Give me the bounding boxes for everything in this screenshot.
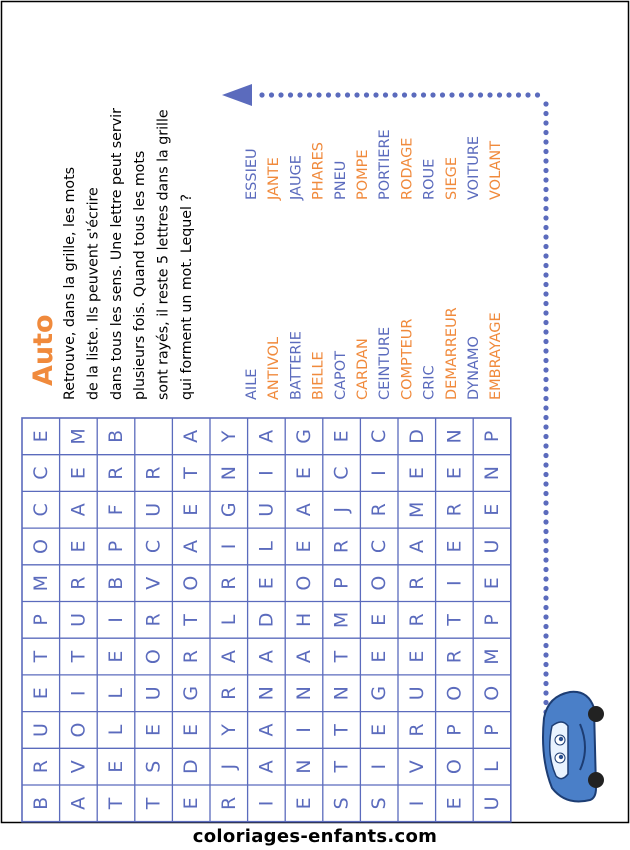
arrow-dot xyxy=(402,92,407,97)
arrow-dot xyxy=(543,320,548,325)
grid-letter: R xyxy=(368,503,391,517)
arrow-dot xyxy=(543,700,548,705)
page-title: Auto xyxy=(28,314,59,386)
grid-letter: R xyxy=(217,576,240,590)
grid-letter: P xyxy=(443,724,466,736)
grid-letter: U xyxy=(142,502,165,517)
grid-letter: T xyxy=(330,724,353,736)
grid-letter: I xyxy=(368,470,391,476)
grid-letter: I xyxy=(67,690,90,697)
arrow-dot xyxy=(535,92,540,97)
arrow-dot xyxy=(543,415,548,420)
instruction-line: plusieurs fois. Quand tous les mots xyxy=(132,150,149,400)
grid-letter: N xyxy=(330,686,353,701)
arrow-dot xyxy=(543,101,548,106)
arrow-dot xyxy=(259,92,264,97)
arrow-dot xyxy=(354,92,359,97)
grid-letter: O xyxy=(481,685,503,701)
arrow-dot xyxy=(421,92,426,97)
arrow-dot xyxy=(364,92,369,97)
grid-letter: B xyxy=(105,429,127,443)
grid-letter: S xyxy=(330,797,353,810)
arrow-dot xyxy=(392,92,397,97)
grid-letter: A xyxy=(67,796,90,810)
grid-letter: P xyxy=(330,577,353,589)
arrow-dot xyxy=(543,424,548,429)
arrow-dot xyxy=(543,396,548,401)
grid-letter: I xyxy=(217,543,240,550)
grid-letter: S xyxy=(142,760,165,773)
grid-letter: G xyxy=(368,685,391,701)
grid-letter: B xyxy=(29,796,52,810)
grid-letter: R xyxy=(443,649,466,664)
arrow-dot xyxy=(543,624,548,629)
grid-letter: J xyxy=(330,506,353,513)
grid-letter: R xyxy=(67,576,90,590)
grid-letter: T xyxy=(142,797,165,810)
arrow-dot xyxy=(297,92,302,97)
grid-letter: U xyxy=(67,612,90,627)
arrow-dot xyxy=(543,548,548,553)
grid-letter: Y xyxy=(217,430,240,443)
grid-letter: I xyxy=(255,470,278,476)
grid-letter: P xyxy=(481,430,503,443)
grid-letter: T xyxy=(443,614,466,626)
grid-letter: P xyxy=(29,614,52,626)
arrow-dot xyxy=(383,92,388,97)
instruction-line: Retrouve, dans la grille, les mots xyxy=(62,166,78,400)
grid-letter: O xyxy=(142,649,165,665)
grid-letter: E xyxy=(293,467,315,480)
arrow-dot xyxy=(543,282,548,287)
arrow-dot xyxy=(543,367,548,372)
title-block xyxy=(28,314,59,386)
arrow-dot xyxy=(459,92,464,97)
grid-letter: I xyxy=(443,580,466,587)
car-illustration xyxy=(543,692,604,802)
grid-letter: U xyxy=(481,796,503,811)
arrow-dot xyxy=(487,92,492,97)
grid-letter: Y xyxy=(217,724,240,736)
grid-letter: T xyxy=(180,467,203,479)
word-list-item: CARDAN xyxy=(355,338,371,400)
arrow-dot xyxy=(543,111,548,116)
grid-letter: L xyxy=(105,688,127,699)
word-list-item: ANTIVOL xyxy=(266,336,283,400)
grid-letter: C xyxy=(368,429,391,444)
arrow-dot xyxy=(543,462,548,467)
grid-letter: E xyxy=(443,797,466,810)
grid-letter: L xyxy=(217,614,240,626)
grid-letter: C xyxy=(330,466,353,480)
grid-letter: E xyxy=(405,650,428,663)
grid-letter: J xyxy=(217,763,240,770)
grid-letter: T xyxy=(67,650,90,663)
instructions xyxy=(62,108,195,400)
grid-letter: E xyxy=(293,540,315,553)
arrow-dot xyxy=(543,244,548,249)
arrow-dot xyxy=(543,139,548,144)
word-list-item: EMBRAYAGE xyxy=(488,312,505,400)
arrow-dot xyxy=(543,215,548,220)
arrow-dot xyxy=(543,225,548,230)
grid-letter: D xyxy=(180,759,203,775)
word-list-item: JAUGE xyxy=(288,155,305,200)
word-list-item: DYNAMO xyxy=(466,336,482,400)
arrow-dot xyxy=(543,168,548,173)
word-list-item: CRIC xyxy=(421,365,438,400)
grid-letter: O xyxy=(443,759,466,775)
arrow-dot xyxy=(543,377,548,382)
grid-letter: N xyxy=(481,465,503,481)
grid-letter: U xyxy=(481,539,503,554)
grid-letter: G xyxy=(293,429,315,444)
grid-letter: E xyxy=(67,540,90,553)
arrow-dot xyxy=(278,92,283,97)
grid-letter: I xyxy=(368,763,391,770)
arrow-dot xyxy=(543,614,548,619)
arrow-dot xyxy=(543,529,548,534)
arrow-dot xyxy=(543,263,548,268)
grid-letter: N xyxy=(217,465,240,481)
arrow-dot xyxy=(543,652,548,657)
grid-letter: E xyxy=(443,467,466,480)
word-list-item: PNEU xyxy=(332,160,349,200)
arrow-dot xyxy=(411,92,416,97)
arrow-dot xyxy=(543,301,548,306)
arrow-dot xyxy=(543,681,548,686)
letter-grid xyxy=(22,418,511,822)
arrow-dot xyxy=(543,339,548,344)
grid-letter: M xyxy=(330,611,353,629)
arrow-dot xyxy=(543,177,548,182)
arrow-dot xyxy=(543,206,548,211)
word-list xyxy=(244,129,504,400)
grid-letter: E xyxy=(105,650,127,663)
word-list-item: PHARES xyxy=(310,141,327,200)
arrow-dot xyxy=(335,92,340,97)
grid-letter: L xyxy=(105,724,127,736)
grid-letter: O xyxy=(29,539,52,554)
grid-letter: E xyxy=(180,797,203,810)
grid-letter: E xyxy=(368,650,391,663)
car-wheel-left xyxy=(588,772,604,788)
arrow-dot xyxy=(543,690,548,695)
grid-letter: U xyxy=(142,686,165,701)
grid-letter: L xyxy=(481,761,503,772)
grid-letter: A xyxy=(255,723,278,737)
arrow-dot xyxy=(497,92,502,97)
arrow-dot xyxy=(449,92,454,97)
word-list-item: POMPE xyxy=(355,149,371,200)
arrow-dot xyxy=(307,92,312,97)
grid-letter: T xyxy=(180,614,203,626)
grid-letter: N xyxy=(293,759,315,774)
grid-letter: N xyxy=(255,686,278,701)
arrow-dot xyxy=(543,149,548,154)
arrow-dot xyxy=(543,538,548,543)
arrow-dot xyxy=(430,92,435,97)
arrow-dot xyxy=(543,120,548,125)
grid-letter: I xyxy=(293,727,315,733)
grid-letter: E xyxy=(368,613,391,626)
grid-letter: D xyxy=(405,429,428,444)
grid-letter: T xyxy=(330,760,353,773)
grid-letter: I xyxy=(105,617,127,623)
grid-letter: R xyxy=(217,796,240,811)
grid-letter: A xyxy=(293,503,315,517)
grid-letter: E xyxy=(368,723,391,737)
grid-letter: U xyxy=(29,723,52,737)
grid-letter: L xyxy=(255,541,278,552)
grid-letter: R xyxy=(330,539,353,554)
word-list-item: RODAGE xyxy=(399,137,416,200)
grid-letter: A xyxy=(180,429,203,443)
grid-letter: M xyxy=(29,574,52,592)
arrow-dot xyxy=(543,130,548,135)
grid-letter: M xyxy=(67,428,90,445)
grid-letter: V xyxy=(67,760,90,774)
word-list-item: PORTIERE xyxy=(377,129,394,200)
grid-letter: H xyxy=(293,612,315,628)
arrow-dot xyxy=(440,92,445,97)
word-list-item: VOLANT xyxy=(488,140,505,200)
grid-letter: C xyxy=(29,466,52,480)
grid-letter: C xyxy=(142,539,165,554)
grid-letter: R xyxy=(217,686,240,700)
grid-letter: R xyxy=(405,723,428,737)
word-list-item: CAPOT xyxy=(332,350,349,400)
grid-letter: G xyxy=(180,685,203,701)
arrow-dot xyxy=(506,92,511,97)
grid-letter: R xyxy=(142,613,165,627)
grid-letter: E xyxy=(180,723,203,737)
arrow-dot xyxy=(543,643,548,648)
arrow-dot xyxy=(543,196,548,201)
arrow-dot xyxy=(516,92,521,97)
arrow-dot xyxy=(543,272,548,277)
arrow-dot xyxy=(543,158,548,163)
grid-letter: E xyxy=(255,577,278,590)
arrow-dot xyxy=(543,358,548,363)
grid-letter: U xyxy=(405,686,428,701)
grid-letter: R xyxy=(405,576,428,590)
grid-letter: E xyxy=(180,503,203,516)
grid-letter: A xyxy=(405,540,428,553)
grid-letter: O xyxy=(67,722,90,738)
grid-letter: G xyxy=(217,502,240,518)
word-list-item: ROUE xyxy=(421,158,438,200)
arrow-head xyxy=(222,84,252,106)
arrow-dot xyxy=(345,92,350,97)
grid-letter: E xyxy=(481,503,503,516)
arrow-dot xyxy=(543,453,548,458)
arrow-dot xyxy=(543,253,548,258)
instruction-line: qui forment un mot. Lequel ? xyxy=(179,194,195,400)
grid-letter: R xyxy=(105,466,127,480)
arrow-dot xyxy=(543,386,548,391)
word-list-item: DEMARREUR xyxy=(443,307,460,400)
word-list-item: AILE xyxy=(244,368,260,400)
word-list-item: BATTERIE xyxy=(288,331,305,400)
grid-letter: C xyxy=(29,503,52,517)
arrow-dot xyxy=(543,557,548,562)
arrow-dot xyxy=(543,187,548,192)
grid-letter: I xyxy=(405,800,428,807)
grid-letter: B xyxy=(105,576,127,590)
grid-letter: P xyxy=(481,724,503,736)
grid-letter: T xyxy=(330,650,353,663)
grid-letter: A xyxy=(217,650,240,664)
grid-letter: M xyxy=(481,648,503,665)
grid-letter: A xyxy=(255,650,278,664)
grid-letter: M xyxy=(405,501,428,519)
arrow-dot xyxy=(543,405,548,410)
grid-letter: A xyxy=(180,540,203,553)
word-list-item: JANTE xyxy=(266,157,283,200)
arrow-dot xyxy=(543,595,548,600)
arrow-dot xyxy=(543,310,548,315)
word-list-item: VOITURE xyxy=(466,135,482,200)
grid-letter: F xyxy=(105,504,127,516)
arrow-dot xyxy=(269,92,274,97)
grid-letter: E xyxy=(142,723,165,737)
grid-letter: D xyxy=(255,612,278,628)
grid-letter: I xyxy=(255,800,278,807)
arrow-dot xyxy=(543,662,548,667)
instruction-line: dans tous les sens. Une lettre peut servir xyxy=(108,108,125,400)
arrow-dot xyxy=(543,491,548,496)
arrow-dot xyxy=(543,348,548,353)
grid-letter: O xyxy=(293,575,315,591)
arrow-dot xyxy=(543,671,548,676)
arrow-dot xyxy=(525,92,530,97)
arrow-dot xyxy=(543,519,548,524)
grid-letter: E xyxy=(67,467,90,480)
arrow-dot xyxy=(543,472,548,477)
grid-letter: E xyxy=(29,687,52,700)
instruction-line: de la liste. Ils peuvent s'écrire xyxy=(85,187,102,400)
arrow-dot xyxy=(543,510,548,515)
arrow-dot xyxy=(316,92,321,97)
arrow-dot xyxy=(326,92,331,97)
grid-letter: V xyxy=(405,760,428,774)
word-list-item: ESSIEU xyxy=(244,148,260,200)
grid-letter: P xyxy=(105,540,127,553)
arrow-dot xyxy=(468,92,473,97)
grid-letter: O xyxy=(180,575,203,591)
grid-letter: E xyxy=(330,430,353,443)
grid-letter: R xyxy=(142,466,165,480)
arrow-dot xyxy=(543,481,548,486)
arrow-dot xyxy=(543,291,548,296)
grid-letter: T xyxy=(105,797,127,810)
arrow-dot xyxy=(543,567,548,572)
grid-letter: E xyxy=(405,467,428,480)
grid-letter: V xyxy=(142,576,165,590)
grid-letter: E xyxy=(29,430,52,443)
grid-letter: R xyxy=(180,649,203,664)
word-list-item: BIELLE xyxy=(310,351,327,400)
word-list-item: CEINTURE xyxy=(377,326,394,400)
grid-letter: E xyxy=(443,540,466,553)
arrow-dot xyxy=(478,92,483,97)
instruction-line: sont rayés, il reste 5 lettres dans la grille xyxy=(155,109,172,400)
arrow-dot xyxy=(543,605,548,610)
site-footer: coloriages-enfants.com xyxy=(192,826,438,847)
arrow-dot xyxy=(288,92,293,97)
arrow-dot xyxy=(543,329,548,334)
arrow-dot xyxy=(543,443,548,448)
arrow-dot xyxy=(543,500,548,505)
page-border xyxy=(2,2,629,823)
grid-letter: T xyxy=(29,650,52,663)
grid-letter: O xyxy=(443,685,466,701)
grid-letter: E xyxy=(481,577,503,590)
word-list-item: SIEGE xyxy=(443,156,460,200)
grid-letter: E xyxy=(105,760,127,773)
grid-letter: O xyxy=(368,575,391,591)
grid-letter: R xyxy=(405,613,428,627)
grid-letter: R xyxy=(443,503,466,517)
arrow-dot xyxy=(543,434,548,439)
grid-letter: S xyxy=(368,797,391,810)
car-wheel-right xyxy=(588,706,604,722)
grid-letter: E xyxy=(293,797,315,810)
grid-letter: R xyxy=(29,760,52,774)
arrow-dot xyxy=(373,92,378,97)
grid-letter: N xyxy=(443,429,466,444)
arrow-dot xyxy=(543,576,548,581)
word-list-item: COMPTEUR xyxy=(399,318,416,400)
grid-letter: A xyxy=(293,650,315,664)
arrow-dot xyxy=(543,633,548,638)
grid-letter: C xyxy=(368,539,391,554)
grid-letter: N xyxy=(293,686,315,701)
grid-letter: U xyxy=(255,502,278,517)
grid-letter: P xyxy=(481,614,503,626)
arrow-dot xyxy=(543,234,548,239)
arrow-dot xyxy=(543,586,548,591)
grid-letter: A xyxy=(67,503,90,517)
grid-letter: A xyxy=(255,760,278,774)
grid-letter: A xyxy=(255,429,278,443)
